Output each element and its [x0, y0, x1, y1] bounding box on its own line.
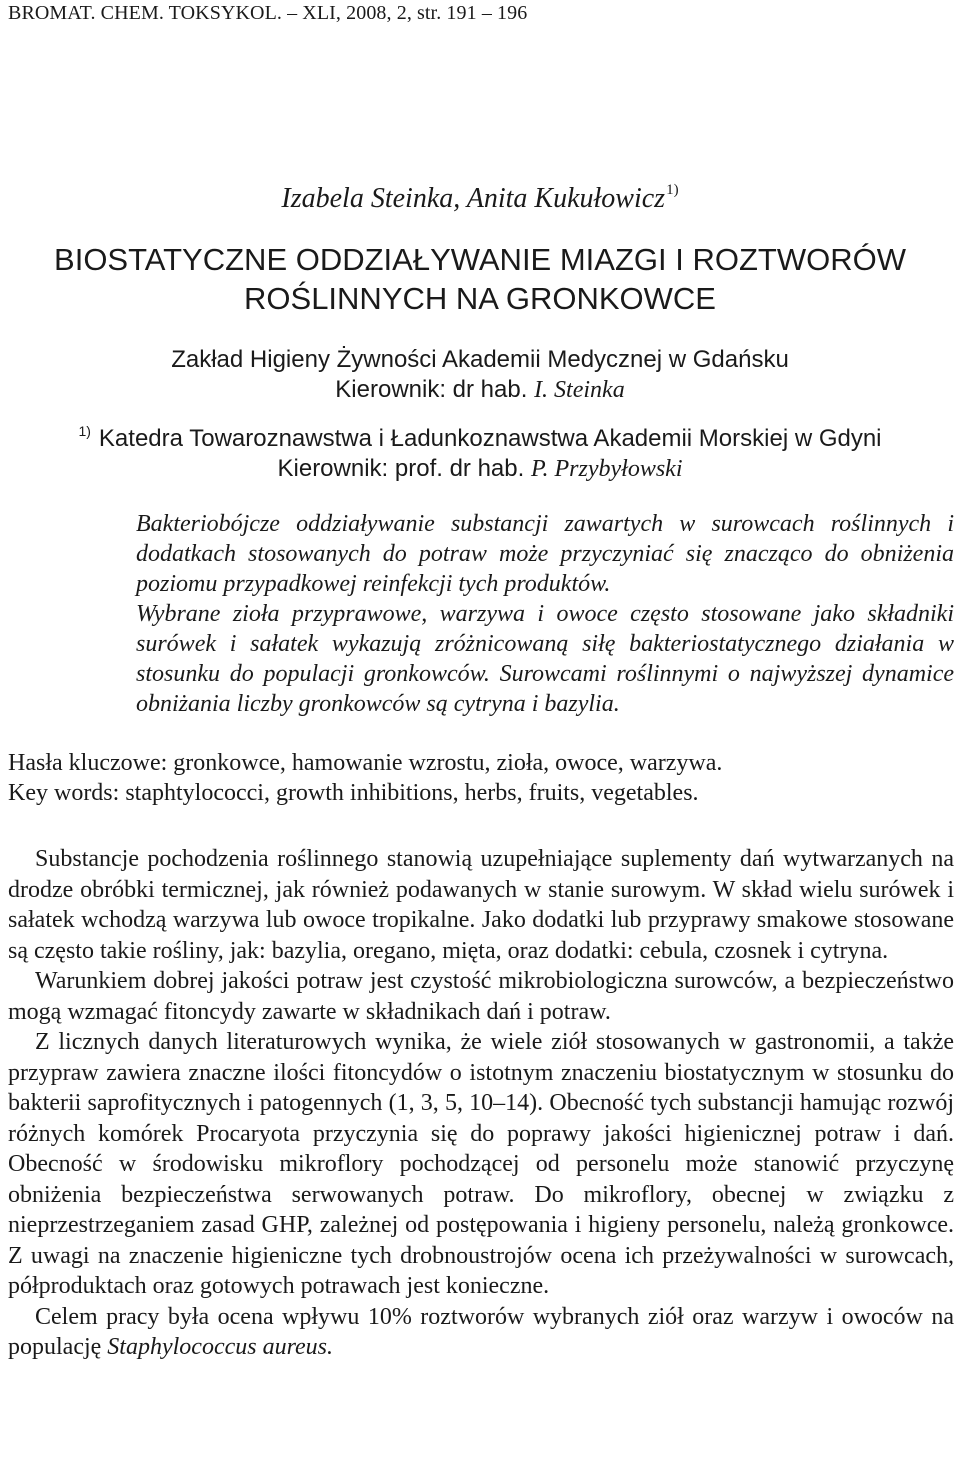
affiliation-unit: Zakład Higieny Żywności Akademii Medycznej w Gdańsku: [171, 346, 789, 373]
affiliation-mark: 1): [78, 423, 91, 439]
body-paragraph-3: Z licznych danych literaturowych wynika, że wiele ziół stosowanych w gastronomii, a także przypraw zawiera znaczne ilości fitoncydów o istotnym znaczeniu biostatycznym w stosunku do bakterii saprofitycznych i patogennych (1, 3, 5, 10–14). Obecność tych substancji hamując rozwój różnych komórek Procaryota przyczynia się do poprawy jakości higienicznej potraw i dań. Obecność w środowisku mikroflory pochodzącej od personelu może stanowić przyczynę obniżenia bezpieczeństwa serwowanych potraw. Do mikroflory, obecnej w związku z nieprzestrzeganiem zasad GHP, zależnej od postępowania i higieny personelu, należą gronkowce. Z uwagi na znaczenie higieniczne tych drobnoustrojów ocena ich przeżywalności w surowcach, półproduktach oraz gotowych potrawach jest konieczne.: [8, 1029, 954, 1299]
head-name: I. Steinka: [534, 377, 625, 403]
affiliation-mark: 1): [666, 182, 679, 198]
species-name: Staphylococcus aureus.: [107, 1334, 334, 1360]
keywords: [8, 748, 958, 808]
affiliation-2: [0, 416, 960, 484]
keywords-english: Key words: staphtylococci, growth inhibitions, herbs, fruits, vegetables.: [8, 780, 699, 806]
keywords-polish: Hasła kluczowe: gronkowce, hamowanie wzrostu, zioła, owoce, warzywa.: [8, 750, 723, 776]
head-name: P. Przybyłowski: [530, 456, 683, 482]
body-paragraph-1: Substancje pochodzenia roślinnego stanowią uzupełniające suplementy dań wytwarzanych na drodze obróbki termicznej, jak również podawanych w stanie surowym. W skład wielu surówek i sałatek wchodzą warzywa lub owoce tropikalne. Jako dodatki lub przyprawy smakowe stosowane są często takie rośliny, jak: bazylia, oregano, mięta, oraz dodatki: cebula, czosnek i cytryna.: [8, 846, 954, 964]
journal-citation: BROMAT. CHEM. TOKSYKOL. – XLI, 2008, 2, str. 191 – 196: [8, 2, 528, 24]
abstract: [136, 509, 954, 719]
abstract-paragraph-2: Wybrane zioła przyprawowe, warzywa i owoce często stosowane jako składniki surówek i sałatek wykazują zróżnicowaną siłę bakteriostatycznego działania w stosunku do populacji gronkowców. Surowcami roślinnymi o najwyższej dynamice obniżania liczby gronkowców są cytryna i bazylia.: [136, 601, 954, 717]
unit-name: Katedra Towaroznawstwa i Ładunkoznawstwa Akademii Morskiej w Gdyni: [98, 425, 882, 452]
author-line: [0, 182, 960, 215]
body-paragraph-2: Warunkiem dobrej jakości potraw jest czystość mikrobiologiczna surowców, a bezpieczeństwo mogą wzmagać fitoncydy zawarte w składnikach dań i potraw.: [8, 968, 954, 1025]
paragraph-text: Celem pracy była ocena wpływu 10% roztworów wybranych ziół oraz warzyw i owoców na populację: [8, 1303, 954, 1360]
affiliation-unit: [0, 416, 960, 454]
head-prefix: Kierownik: prof. dr hab.: [277, 455, 531, 482]
body-text: [8, 844, 954, 1363]
affiliation-1: [0, 345, 960, 405]
paper-title: [0, 240, 960, 318]
head-prefix: Kierownik: dr hab.: [335, 376, 535, 403]
title-line-2: ROŚLINNYCH NA GRONKOWCE: [244, 281, 716, 316]
affiliation-head: [0, 375, 960, 405]
affiliation-head: [0, 454, 960, 484]
body-paragraph-4: [8, 1302, 954, 1363]
author-names: Izabela Steinka, Anita Kukułowicz: [281, 183, 666, 214]
title-line-1: BIOSTATYCZNE ODDZIAŁYWANIE MIAZGI I ROZTWORÓW: [54, 242, 906, 277]
abstract-paragraph-1: Bakteriobójcze oddziaływanie substancji zawartych w surowcach roślinnych i dodatkach stosowanych do potraw może przyczyniać się znacząco do obniżenia poziomu przypadkowej reinfekcji tych produktów.: [136, 511, 954, 597]
